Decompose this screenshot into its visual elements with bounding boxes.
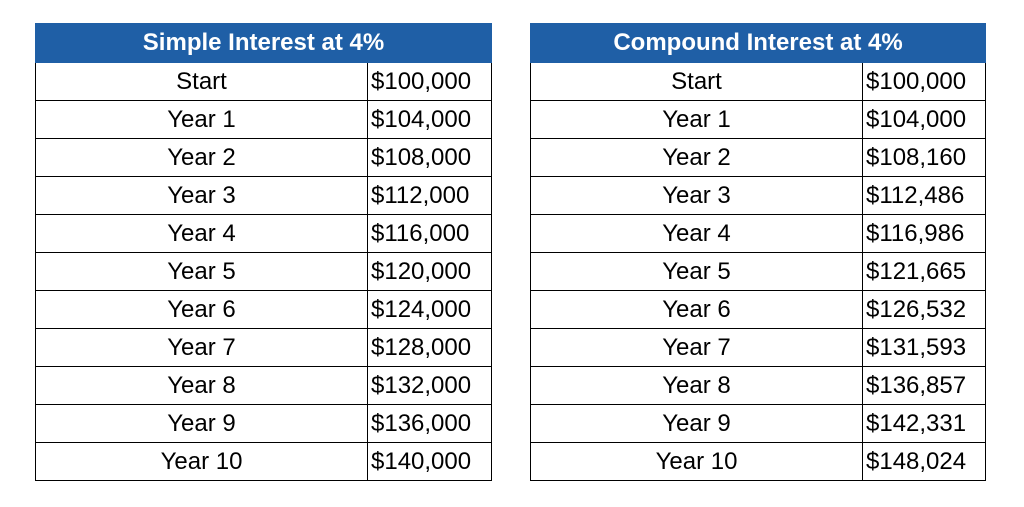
row-label: Year 4 xyxy=(531,215,863,253)
table-row xyxy=(36,63,492,101)
table-row xyxy=(531,329,986,367)
row-value: $142,331 xyxy=(863,405,986,443)
row-value: $108,160 xyxy=(863,139,986,177)
table-row xyxy=(531,443,986,481)
table-row xyxy=(36,139,492,177)
row-label: Year 6 xyxy=(36,291,368,329)
table-row xyxy=(36,367,492,405)
table-row xyxy=(36,215,492,253)
row-label: Year 5 xyxy=(531,253,863,291)
row-value: $148,024 xyxy=(863,443,986,481)
table-row xyxy=(531,291,986,329)
table-body xyxy=(36,63,492,481)
row-label: Year 8 xyxy=(36,367,368,405)
row-label: Year 10 xyxy=(36,443,368,481)
table-title: Compound Interest at 4% xyxy=(531,24,986,63)
table-row xyxy=(36,405,492,443)
row-value: $104,000 xyxy=(368,101,492,139)
table-row xyxy=(531,367,986,405)
table-body xyxy=(531,63,986,481)
table-header-row xyxy=(36,24,492,63)
row-label: Year 1 xyxy=(36,101,368,139)
table-row xyxy=(531,139,986,177)
table-row xyxy=(531,63,986,101)
row-value: $131,593 xyxy=(863,329,986,367)
row-value: $140,000 xyxy=(368,443,492,481)
row-value: $100,000 xyxy=(863,63,986,101)
table-row xyxy=(36,253,492,291)
table-row xyxy=(531,177,986,215)
row-value: $108,000 xyxy=(368,139,492,177)
table-row xyxy=(531,253,986,291)
row-label: Year 3 xyxy=(531,177,863,215)
row-value: $100,000 xyxy=(368,63,492,101)
row-label: Year 7 xyxy=(36,329,368,367)
row-label: Year 9 xyxy=(36,405,368,443)
row-value: $136,000 xyxy=(368,405,492,443)
row-label: Start xyxy=(531,63,863,101)
simple-interest-table xyxy=(35,23,492,481)
table-row xyxy=(36,177,492,215)
row-value: $132,000 xyxy=(368,367,492,405)
table-title: Simple Interest at 4% xyxy=(36,24,492,63)
row-value: $112,486 xyxy=(863,177,986,215)
row-value: $116,986 xyxy=(863,215,986,253)
row-label: Year 8 xyxy=(531,367,863,405)
row-label: Year 4 xyxy=(36,215,368,253)
table-row xyxy=(36,329,492,367)
table-header-row xyxy=(531,24,986,63)
row-label: Year 2 xyxy=(531,139,863,177)
table-row xyxy=(36,443,492,481)
row-value: $121,665 xyxy=(863,253,986,291)
table-row xyxy=(531,101,986,139)
row-label: Year 1 xyxy=(531,101,863,139)
row-value: $136,857 xyxy=(863,367,986,405)
row-value: $128,000 xyxy=(368,329,492,367)
row-value: $120,000 xyxy=(368,253,492,291)
table-row xyxy=(36,291,492,329)
row-value: $104,000 xyxy=(863,101,986,139)
table-row xyxy=(531,215,986,253)
row-label: Year 3 xyxy=(36,177,368,215)
row-label: Year 10 xyxy=(531,443,863,481)
compound-interest-table xyxy=(530,23,986,481)
table-row xyxy=(531,405,986,443)
table-row xyxy=(36,101,492,139)
row-label: Year 9 xyxy=(531,405,863,443)
row-label: Year 7 xyxy=(531,329,863,367)
row-value: $126,532 xyxy=(863,291,986,329)
row-value: $124,000 xyxy=(368,291,492,329)
row-label: Year 6 xyxy=(531,291,863,329)
row-label: Start xyxy=(36,63,368,101)
row-value: $112,000 xyxy=(368,177,492,215)
row-label: Year 5 xyxy=(36,253,368,291)
row-label: Year 2 xyxy=(36,139,368,177)
row-value: $116,000 xyxy=(368,215,492,253)
